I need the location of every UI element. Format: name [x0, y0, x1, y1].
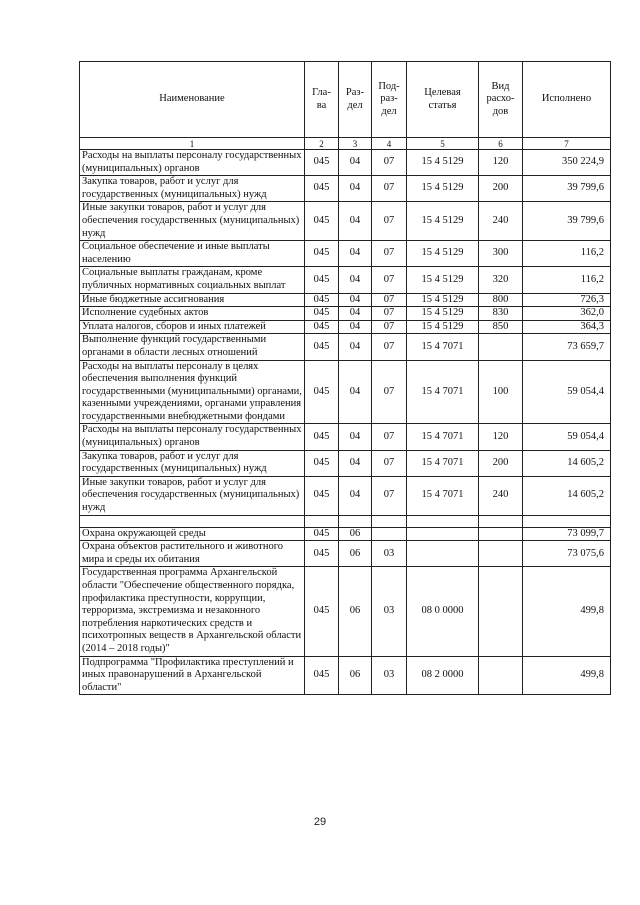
- table-row: [80, 450, 611, 476]
- glava-cell: 045: [305, 541, 339, 567]
- vid-cell: [479, 515, 523, 527]
- razdel-cell: 06: [339, 656, 372, 695]
- amount-cell: 39 799,6: [523, 202, 611, 241]
- target-cell: 15 4 7071: [407, 424, 479, 450]
- vid-cell: 200: [479, 176, 523, 202]
- amount-cell: [523, 515, 611, 527]
- page-number: 29: [313, 816, 327, 828]
- amount-cell: 73 075,6: [523, 541, 611, 567]
- podrazdel-cell: 07: [372, 150, 407, 176]
- razdel-cell: 04: [339, 450, 372, 476]
- vid-cell: 320: [479, 267, 523, 293]
- razdel-cell: 04: [339, 334, 372, 360]
- table-row: [80, 515, 611, 527]
- vid-cell: 300: [479, 241, 523, 267]
- amount-cell: 350 224,9: [523, 150, 611, 176]
- table-row: [80, 360, 611, 424]
- header-done: Исполнено: [523, 62, 611, 138]
- table-row: [80, 150, 611, 176]
- glava-cell: 045: [305, 150, 339, 176]
- column-number: 1: [80, 138, 305, 150]
- target-cell: 08 0 0000: [407, 567, 479, 656]
- amount-cell: 14 605,2: [523, 450, 611, 476]
- table-row: [80, 293, 611, 307]
- table-row: [80, 656, 611, 695]
- vid-cell: 120: [479, 424, 523, 450]
- name-cell: Охрана объектов растительного и животного мира и среды их обитания: [80, 541, 305, 567]
- table-row: [80, 541, 611, 567]
- name-cell: Социальные выплаты гражданам, кроме публичных нормативных социальных выплат: [80, 267, 305, 293]
- podrazdel-cell: 07: [372, 267, 407, 293]
- razdel-cell: 04: [339, 241, 372, 267]
- amount-cell: 364,3: [523, 320, 611, 334]
- table-row: [80, 307, 611, 321]
- podrazdel-cell: 07: [372, 424, 407, 450]
- razdel-cell: 04: [339, 267, 372, 293]
- razdel-cell: 04: [339, 150, 372, 176]
- header-glava: Гла- ва: [305, 62, 339, 138]
- glava-cell: 045: [305, 293, 339, 307]
- podrazdel-cell: 07: [372, 307, 407, 321]
- amount-cell: 39 799,6: [523, 176, 611, 202]
- vid-cell: 240: [479, 476, 523, 515]
- header-vid: Вид расхо- дов: [479, 62, 523, 138]
- table-row: [80, 202, 611, 241]
- glava-cell: 045: [305, 241, 339, 267]
- table-row: [80, 476, 611, 515]
- razdel-cell: 04: [339, 360, 372, 424]
- target-cell: 08 2 0000: [407, 656, 479, 695]
- vid-cell: 100: [479, 360, 523, 424]
- name-cell: Государственная программа Архангельской области "Обеспечение общественного порядка, профилактика преступности, коррупции, терроризма, экстремизма и незаконного потребления наркотических средств и психотропных веществ в Архангельской области (2014 – 2018 годы)": [80, 567, 305, 656]
- table-row: [80, 527, 611, 541]
- table-header: [80, 62, 611, 150]
- glava-cell: 045: [305, 476, 339, 515]
- vid-cell: 120: [479, 150, 523, 176]
- table-row: [80, 334, 611, 360]
- razdel-cell: 04: [339, 424, 372, 450]
- header-razdel: Раз- дел: [339, 62, 372, 138]
- glava-cell: 045: [305, 334, 339, 360]
- column-number: 5: [407, 138, 479, 150]
- target-cell: 15 4 5129: [407, 241, 479, 267]
- razdel-cell: 04: [339, 320, 372, 334]
- table-row: [80, 424, 611, 450]
- razdel-cell: 04: [339, 202, 372, 241]
- name-cell: Охрана окружающей среды: [80, 527, 305, 541]
- amount-cell: 14 605,2: [523, 476, 611, 515]
- column-number: 6: [479, 138, 523, 150]
- column-number: 7: [523, 138, 611, 150]
- name-cell: Уплата налогов, сборов и иных платежей: [80, 320, 305, 334]
- glava-cell: [305, 515, 339, 527]
- amount-cell: 499,8: [523, 567, 611, 656]
- podrazdel-cell: 07: [372, 450, 407, 476]
- target-cell: [407, 515, 479, 527]
- name-cell: Иные закупки товаров, работ и услуг для обеспечения государственных (муниципальных) нужд: [80, 202, 305, 241]
- target-cell: 15 4 5129: [407, 267, 479, 293]
- table-body: [80, 150, 611, 695]
- name-cell: Расходы на выплаты персоналу в целях обеспечения выполнения функций государственными (муниципальными) органами, казенными учреждениями, органами управления государственными внебюджетными фондами: [80, 360, 305, 424]
- name-cell: [80, 515, 305, 527]
- target-cell: [407, 541, 479, 567]
- name-cell: Социальное обеспечение и иные выплаты населению: [80, 241, 305, 267]
- amount-cell: 499,8: [523, 656, 611, 695]
- razdel-cell: 04: [339, 176, 372, 202]
- glava-cell: 045: [305, 450, 339, 476]
- podrazdel-cell: 07: [372, 334, 407, 360]
- table-row: [80, 176, 611, 202]
- target-cell: 15 4 5129: [407, 202, 479, 241]
- glava-cell: 045: [305, 527, 339, 541]
- target-cell: 15 4 5129: [407, 293, 479, 307]
- name-cell: Иные закупки товаров, работ и услуг для обеспечения государственных (муниципальных) нужд: [80, 476, 305, 515]
- podrazdel-cell: 07: [372, 202, 407, 241]
- vid-cell: [479, 567, 523, 656]
- vid-cell: 830: [479, 307, 523, 321]
- vid-cell: 240: [479, 202, 523, 241]
- vid-cell: [479, 541, 523, 567]
- amount-cell: 73 659,7: [523, 334, 611, 360]
- amount-cell: 116,2: [523, 267, 611, 293]
- amount-cell: 59 054,4: [523, 424, 611, 450]
- name-cell: Подпрограмма "Профилактика преступлений и иных правонарушений в Архангельской области": [80, 656, 305, 695]
- glava-cell: 045: [305, 202, 339, 241]
- column-number: 3: [339, 138, 372, 150]
- header-podrazdel: Под- раз- дел: [372, 62, 407, 138]
- amount-cell: 726,3: [523, 293, 611, 307]
- table-row: [80, 320, 611, 334]
- target-cell: 15 4 5129: [407, 150, 479, 176]
- budget-table: [79, 61, 611, 695]
- glava-cell: 045: [305, 360, 339, 424]
- header-target: Целевая статья: [407, 62, 479, 138]
- podrazdel-cell: 03: [372, 541, 407, 567]
- podrazdel-cell: [372, 515, 407, 527]
- column-number: 2: [305, 138, 339, 150]
- target-cell: 15 4 7071: [407, 476, 479, 515]
- vid-cell: [479, 334, 523, 360]
- name-cell: Закупка товаров, работ и услуг для государственных (муниципальных) нужд: [80, 176, 305, 202]
- table-row: [80, 267, 611, 293]
- name-cell: Выполнение функций государственными органами в области лесных отношений: [80, 334, 305, 360]
- podrazdel-cell: 03: [372, 656, 407, 695]
- amount-cell: 59 054,4: [523, 360, 611, 424]
- glava-cell: 045: [305, 176, 339, 202]
- header-name: Наименование: [80, 62, 305, 138]
- podrazdel-cell: 07: [372, 476, 407, 515]
- target-cell: 15 4 5129: [407, 320, 479, 334]
- name-cell: Иные бюджетные ассигнования: [80, 293, 305, 307]
- target-cell: [407, 527, 479, 541]
- podrazdel-cell: [372, 527, 407, 541]
- table-row: [80, 567, 611, 656]
- name-cell: Расходы на выплаты персоналу государственных (муниципальных) органов: [80, 150, 305, 176]
- glava-cell: 045: [305, 567, 339, 656]
- podrazdel-cell: 07: [372, 176, 407, 202]
- target-cell: 15 4 7071: [407, 450, 479, 476]
- table-row: [80, 241, 611, 267]
- amount-cell: 116,2: [523, 241, 611, 267]
- vid-cell: [479, 656, 523, 695]
- podrazdel-cell: 07: [372, 293, 407, 307]
- vid-cell: 800: [479, 293, 523, 307]
- amount-cell: 362,0: [523, 307, 611, 321]
- podrazdel-cell: 07: [372, 360, 407, 424]
- amount-cell: 73 099,7: [523, 527, 611, 541]
- razdel-cell: [339, 515, 372, 527]
- glava-cell: 045: [305, 267, 339, 293]
- razdel-cell: 04: [339, 293, 372, 307]
- vid-cell: 850: [479, 320, 523, 334]
- glava-cell: 045: [305, 656, 339, 695]
- podrazdel-cell: 07: [372, 241, 407, 267]
- razdel-cell: 04: [339, 307, 372, 321]
- name-cell: Закупка товаров, работ и услуг для государственных (муниципальных) нужд: [80, 450, 305, 476]
- podrazdel-cell: 03: [372, 567, 407, 656]
- target-cell: 15 4 5129: [407, 176, 479, 202]
- target-cell: 15 4 7071: [407, 360, 479, 424]
- column-number: 4: [372, 138, 407, 150]
- vid-cell: 200: [479, 450, 523, 476]
- glava-cell: 045: [305, 307, 339, 321]
- razdel-cell: 06: [339, 567, 372, 656]
- glava-cell: 045: [305, 320, 339, 334]
- razdel-cell: 06: [339, 527, 372, 541]
- target-cell: 15 4 5129: [407, 307, 479, 321]
- glava-cell: 045: [305, 424, 339, 450]
- razdel-cell: 04: [339, 476, 372, 515]
- podrazdel-cell: 07: [372, 320, 407, 334]
- name-cell: Исполнение судебных актов: [80, 307, 305, 321]
- name-cell: Расходы на выплаты персоналу государственных (муниципальных) органов: [80, 424, 305, 450]
- target-cell: 15 4 7071: [407, 334, 479, 360]
- razdel-cell: 06: [339, 541, 372, 567]
- vid-cell: [479, 527, 523, 541]
